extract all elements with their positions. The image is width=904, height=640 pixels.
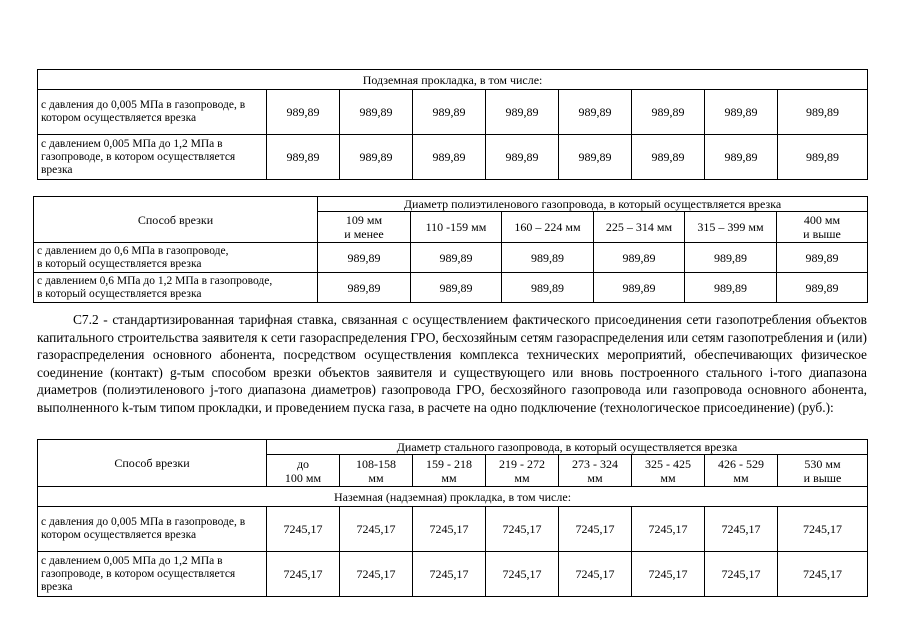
table-cell: 989,89 [594,243,685,273]
table-cell: 989,89 [318,273,411,303]
table-row [34,243,868,273]
column-header: 315 – 399 мм [685,212,777,243]
column-header: 109 мм и менее [318,212,411,243]
section-header: Наземная (надземная) прокладка, в том числе: [38,487,868,507]
underground-laying-table [37,69,868,180]
table-cell: 989,89 [632,90,705,135]
column-header: 108-158 мм [340,455,413,487]
row-label: с давлением 0,6 МПа до 1,2 МПа в газопроводе, в который осуществляется врезка [34,273,318,303]
table-cell: 989,89 [594,273,685,303]
table-cell: 989,89 [685,273,777,303]
table-cell: 989,89 [632,135,705,180]
row-label: с давления до 0,005 МПа в газопроводе, в котором осуществляется врезка [38,507,267,552]
table-cell: 7245,17 [778,552,868,597]
column-header: 400 мм и выше [777,212,868,243]
table-cell: 989,89 [777,273,868,303]
table-cell: 989,89 [486,90,559,135]
table-cell: 989,89 [778,135,868,180]
table-cell: 989,89 [778,90,868,135]
table-cell: 989,89 [777,243,868,273]
table-row [38,135,868,180]
table-cell: 989,89 [340,90,413,135]
table-cell: 989,89 [685,243,777,273]
column-header: до 100 мм [267,455,340,487]
table-cell: 989,89 [340,135,413,180]
table-cell: 989,89 [413,135,486,180]
table-cell: 989,89 [413,90,486,135]
column-header: 225 – 314 мм [594,212,685,243]
table-cell: 7245,17 [267,507,340,552]
column-header: 110 -159 мм [411,212,502,243]
table-cell: 7245,17 [486,507,559,552]
table-cell: 989,89 [318,243,411,273]
table-cell: 7245,17 [705,507,778,552]
table-row [34,273,868,303]
column-header: 160 – 224 мм [502,212,594,243]
table-cell: 7245,17 [778,507,868,552]
polyethylene-pipe-table [33,196,868,303]
row-label: с давления до 0,005 МПа в газопроводе, в котором осуществляется врезка [38,90,267,135]
table-row [38,507,868,552]
column-header: 273 - 324 мм [559,455,632,487]
table-cell: 7245,17 [705,552,778,597]
table-row [38,90,868,135]
group-header: Диаметр полиэтиленового газопровода, в который осуществляется врезка [318,197,868,212]
table-cell: 989,89 [267,90,340,135]
section-header: Подземная прокладка, в том числе: [38,70,868,90]
table-cell: 989,89 [502,243,594,273]
column-header: 426 - 529 мм [705,455,778,487]
table-cell: 7245,17 [559,552,632,597]
table-cell: 989,89 [486,135,559,180]
table-cell: 7245,17 [632,552,705,597]
method-header: Способ врезки [34,197,318,243]
table-cell: 7245,17 [559,507,632,552]
row-label: с давлением 0,005 МПа до 1,2 МПа в газопроводе, в котором осуществляется врезка [38,552,267,597]
row-label: с давлением до 0,6 МПа в газопроводе, в который осуществляется врезка [34,243,318,273]
table-cell: 7245,17 [632,507,705,552]
paragraph-text: С7.2 - стандартизированная тарифная ставка, связанная с осуществлением фактического присоединения сети газопотребления объектов капитального строительства заявителя к сети газораспределения ГРО, бесхозяйным сетям газораспределения или сетям газопотребления и (или) газораспределения основного абонента, посредством осуществления комплекса технических мероприятий, обеспечивающих физическое соединение (контакт) g-тым способом врезки объектов заявителя и существующего или вновь построенного стального i-того диапазона диаметров (полиэтиленового j-того диапазона диаметров) газопровода ГРО, бесхозяйного газопровода или газопровода основного абонента, выполненного k-тым типом прокладки, и проведением пуска газа, в расчете на одно подключение (технологическое присоединение) (руб.): [37,312,867,415]
table-row [38,552,868,597]
table-cell: 7245,17 [413,507,486,552]
tariff-description-paragraph [37,311,867,416]
table-cell: 989,89 [705,135,778,180]
table-cell: 989,89 [267,135,340,180]
table-cell: 7245,17 [267,552,340,597]
table-cell: 7245,17 [413,552,486,597]
table-cell: 7245,17 [486,552,559,597]
table-cell: 989,89 [559,90,632,135]
method-header: Способ врезки [38,440,267,487]
column-header: 530 мм и выше [778,455,868,487]
table-cell: 989,89 [502,273,594,303]
table-cell: 989,89 [705,90,778,135]
row-label: с давлением 0,005 МПа до 1,2 МПа в газопроводе, в котором осуществляется врезка [38,135,267,180]
steel-pipe-table [37,439,868,597]
column-header: 159 - 218 мм [413,455,486,487]
table-cell: 7245,17 [340,507,413,552]
table-cell: 989,89 [559,135,632,180]
table-cell: 7245,17 [340,552,413,597]
group-header: Диаметр стального газопровода, в который осуществляется врезка [267,440,868,455]
column-header: 325 - 425 мм [632,455,705,487]
table-cell: 989,89 [411,273,502,303]
table-cell: 989,89 [411,243,502,273]
column-header: 219 - 272 мм [486,455,559,487]
